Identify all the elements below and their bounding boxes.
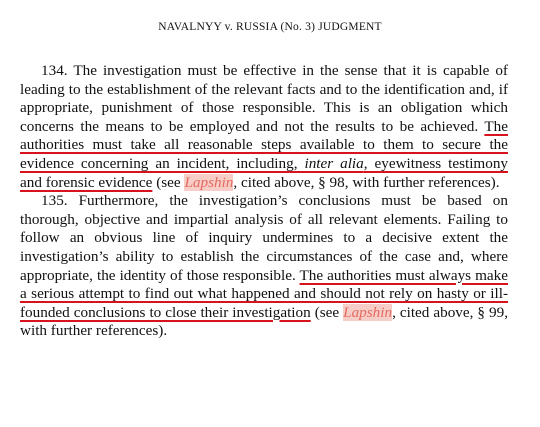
page-header: NAVALNYY v. RUSSIA (No. 3) JUDGMENT (158, 21, 382, 33)
underlined-text: , eyewitness testimony and forensic evidence (20, 154, 509, 191)
citation-open: (see (310, 303, 344, 321)
judgment-text (20, 62, 508, 341)
paragraph-135 (20, 192, 508, 341)
citation-open: (see (152, 173, 185, 191)
paragraph-135-lead: 135. Furthermore, the investigation’s conclusions must be based on thorough, objective and impartial analysis of all relevant elements. Failing to follow an obvious line of inquiry undermines to a decisive extent the investigation’s ability to establish the circumstances of the case and, where appropriate, the identity of those responsible. (20, 192, 508, 284)
case-name-highlight: Lapshin (343, 303, 393, 321)
paragraph-134-lead: 134. The investigation must be effective in the sense that it is capable of leading to the establishment of the relevant facts and to the identification and, if appropriate, punishment of those responsible. This is an obligation which concerns the means to be employed and not the results to be achieved. (20, 62, 508, 135)
case-name-highlight: Lapshin (184, 173, 234, 191)
italic-term: inter alia (304, 154, 364, 172)
paragraph-134 (20, 62, 508, 192)
underlined-passage-135: The authorities must always make a serious attempt to find out what happened and should not rely on hasty or ill-founded conclusions to close their investigation (20, 266, 508, 321)
citation-tail: , cited above, § 98, with further references). (233, 173, 500, 191)
underlined-text: The authorities must take all reasonable steps available to them to secure the evidence concerning an incident, including, (20, 117, 508, 172)
citation-tail: , cited above, § 99, with further references). (20, 303, 508, 340)
